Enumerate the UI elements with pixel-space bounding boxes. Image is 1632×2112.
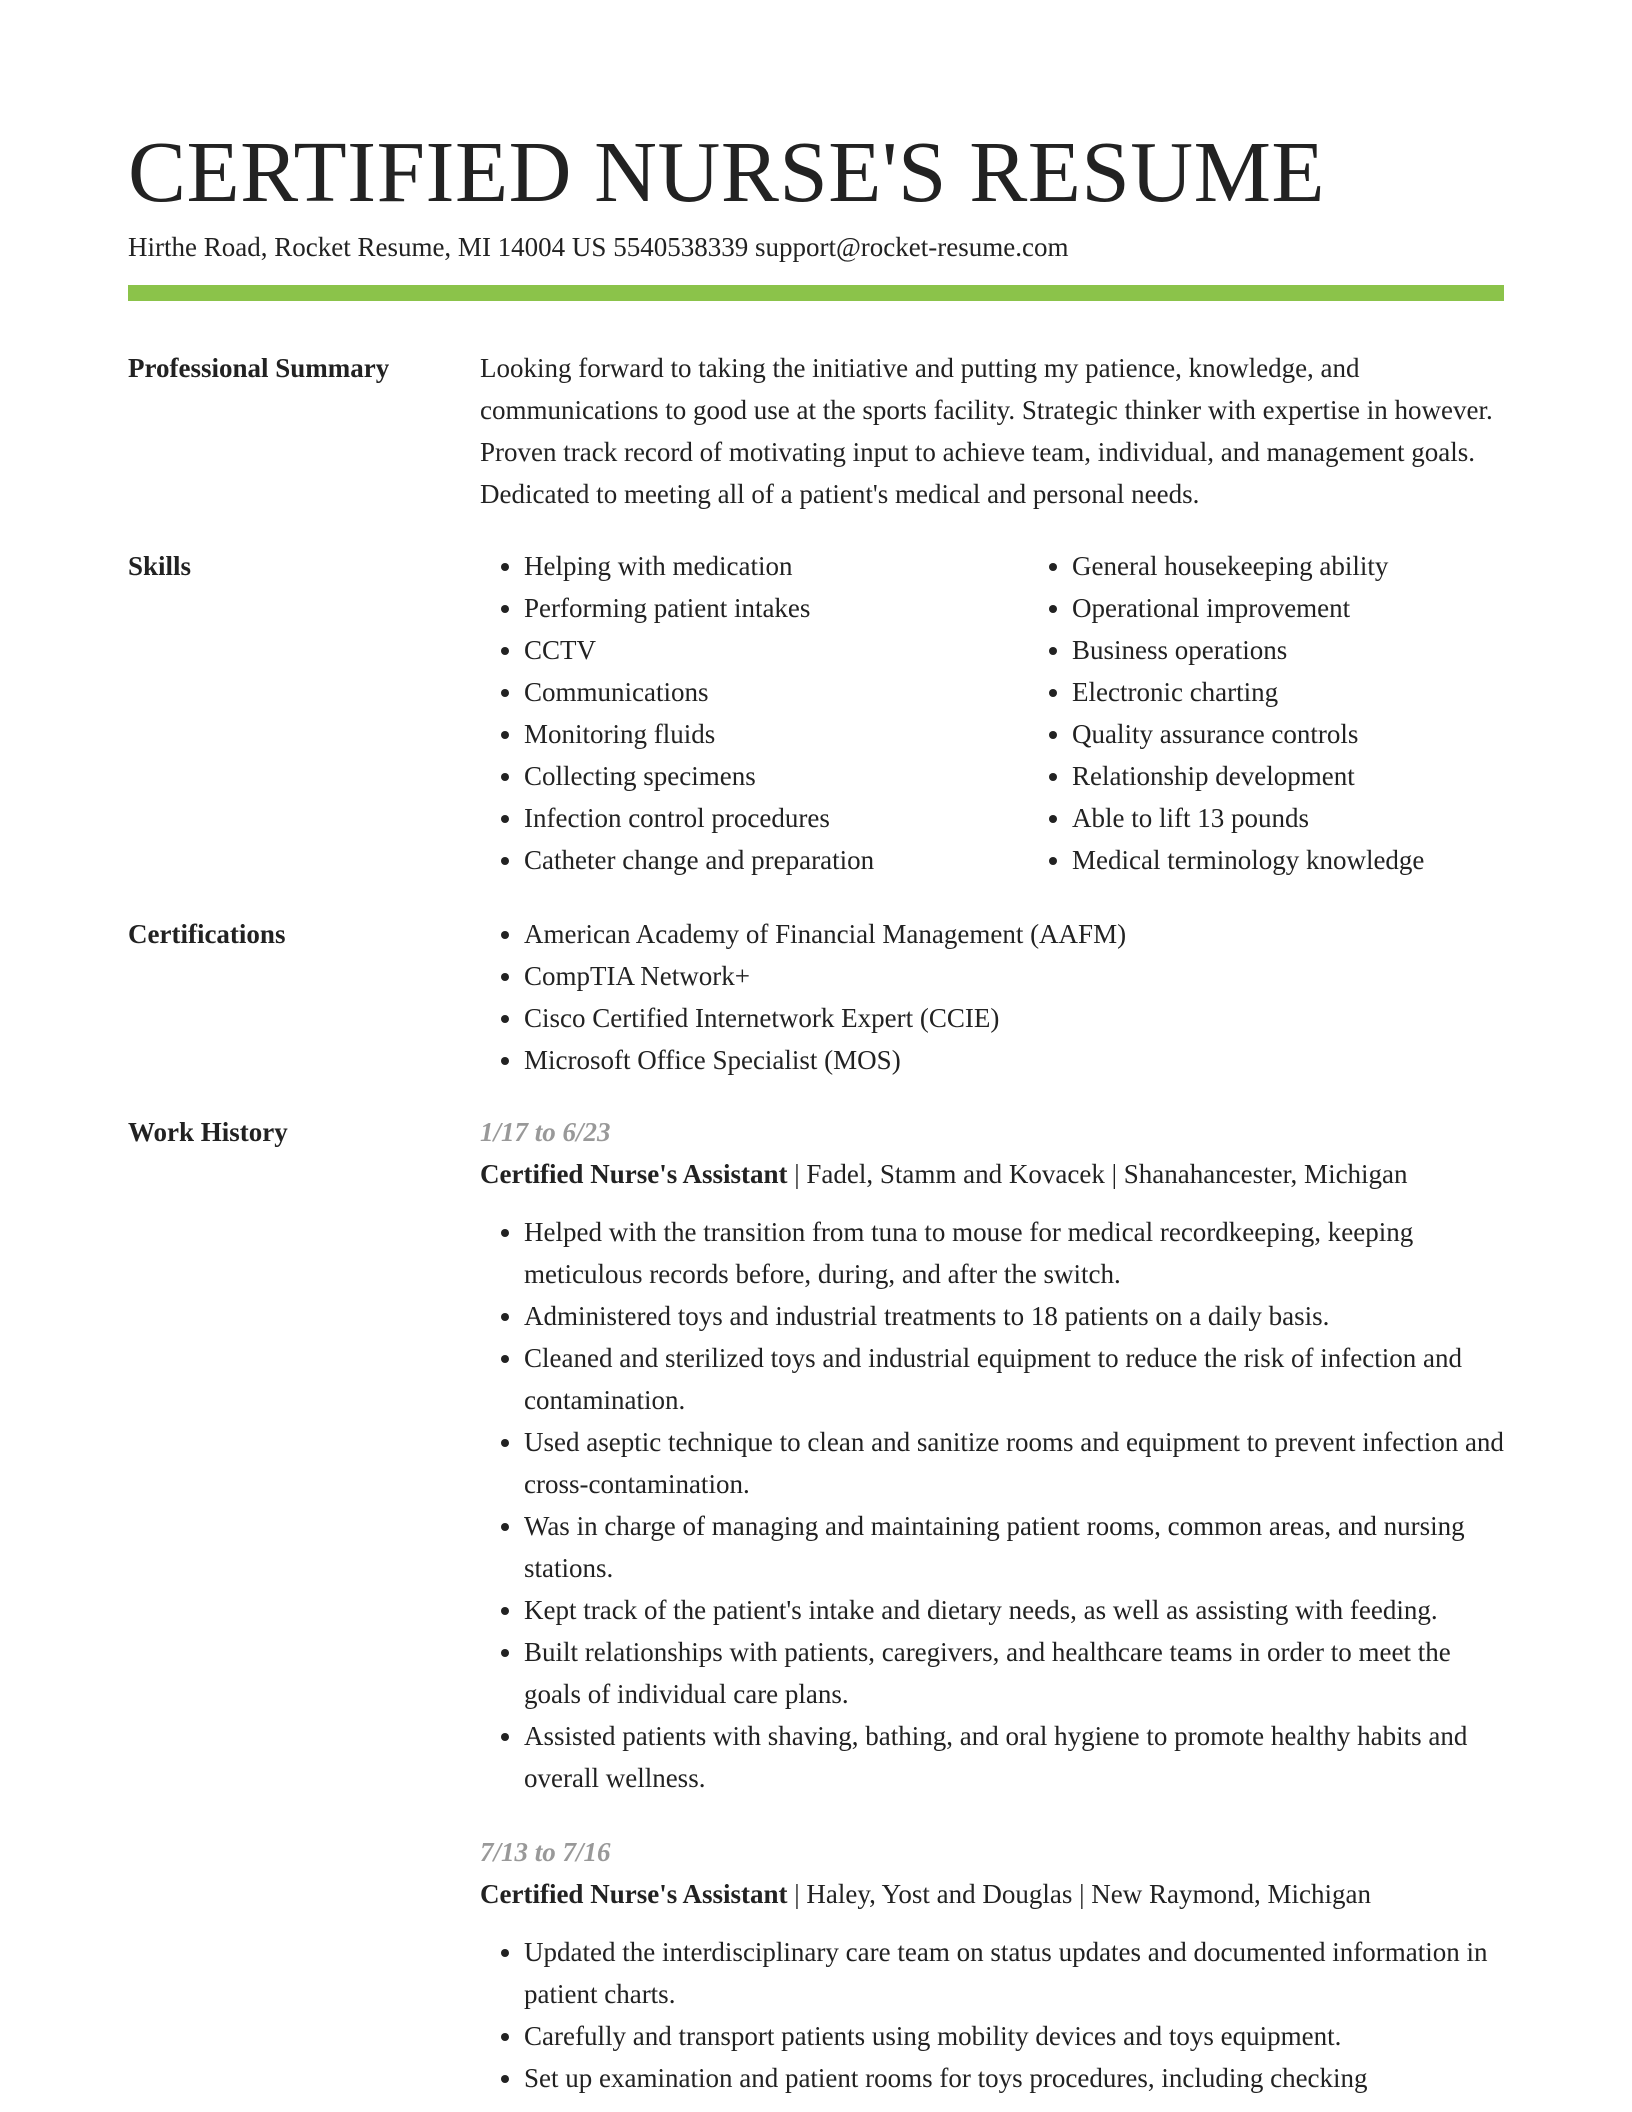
job-duty: • Helped with the transition from tuna to mouse for medical recordkeeping, keeping meticulous records before, during, and after the switch. xyxy=(524,1211,1504,1295)
skill-item: • Performing patient intakes xyxy=(524,587,1028,629)
skill-item: • Communications xyxy=(524,671,1028,713)
job-duty: • Kept track of the patient's intake and dietary needs, as well as assisting with feeding. xyxy=(524,1589,1504,1631)
job-employer-location: | Haley, Yost and Douglas | New Raymond, Michigan xyxy=(787,1879,1371,1909)
job-duty: • Assisted patients with shaving, bathing, and oral hygiene to promote healthy habits and overall wellness. xyxy=(524,1715,1504,1799)
job-heading xyxy=(480,1873,1504,1915)
job-duty: • Built relationships with patients, caregivers, and healthcare teams in order to meet the goals of individual care plans. xyxy=(524,1631,1504,1715)
job-duty: • Administered toys and industrial treatments to 18 patients on a daily basis. xyxy=(524,1295,1504,1337)
job-duty: • Cleaned and sterilized toys and industrial equipment to reduce the risk of infection and contamination. xyxy=(524,1337,1504,1421)
job-heading xyxy=(480,1153,1504,1195)
skill-item: • Electronic charting xyxy=(1072,671,1576,713)
resume-title: CERTIFIED NURSE'S RESUME xyxy=(128,123,1326,220)
skills-column-2 xyxy=(1028,545,1576,881)
job-duty: • Set up examination and patient rooms for toys procedures, including checking xyxy=(524,2057,1504,2099)
certification-item: • American Academy of Financial Management (AAFM) xyxy=(524,913,1504,955)
job-duty: • Used aseptic technique to clean and sanitize rooms and equipment to prevent infection and cross-contamination. xyxy=(524,1421,1504,1505)
skill-item: • Monitoring fluids xyxy=(524,713,1028,755)
job-title: Certified Nurse's Assistant xyxy=(480,1879,788,1909)
certifications-body xyxy=(480,913,1504,1081)
certifications-list xyxy=(480,913,1504,1081)
resume-header xyxy=(128,118,1504,265)
skill-item: • Relationship development xyxy=(1072,755,1576,797)
work-history-body xyxy=(480,1111,1504,2099)
skill-item: • Business operations xyxy=(1072,629,1576,671)
summary-body xyxy=(480,347,1504,515)
job-title: Certified Nurse's Assistant xyxy=(480,1159,788,1189)
job-dates: 7/13 to 7/16 xyxy=(480,1837,611,1867)
accent-divider xyxy=(128,285,1504,301)
skill-item: • Catheter change and preparation xyxy=(524,839,1028,881)
skill-item: • Infection control procedures xyxy=(524,797,1028,839)
skill-item: • Medical terminology knowledge xyxy=(1072,839,1576,881)
skill-item: • General housekeeping ability xyxy=(1072,545,1576,587)
job-duty: • Was in charge of managing and maintaining patient rooms, common areas, and nursing stations. xyxy=(524,1505,1504,1589)
skills-body xyxy=(480,545,1504,881)
skills-column-1 xyxy=(480,545,1028,881)
job-entry xyxy=(480,1831,1504,2099)
job-duty: • Carefully and transport patients using mobility devices and toys equipment. xyxy=(524,2015,1504,2057)
skills-label: Skills xyxy=(128,551,192,581)
summary-label: Professional Summary xyxy=(128,353,390,383)
certification-item: • Microsoft Office Specialist (MOS) xyxy=(524,1039,1504,1081)
job-duties-list xyxy=(480,1931,1504,2099)
certifications-label: Certifications xyxy=(128,919,286,949)
work-history-label: Work History xyxy=(128,1117,288,1147)
skill-item: • CCTV xyxy=(524,629,1028,671)
skill-item: • Collecting specimens xyxy=(524,755,1028,797)
certification-item: • CompTIA Network+ xyxy=(524,955,1504,997)
job-duties-list xyxy=(480,1211,1504,1799)
job-dates: 1/17 to 6/23 xyxy=(480,1117,611,1147)
summary-text: Looking forward to taking the initiative and putting my patience, knowledge, and communications to good use at the sports facility. Strategic thinker with expertise in however. Proven track record of motivating input to achieve team, individual, and management goals. Dedicated to meeting all of a patient's medical and personal needs. xyxy=(480,353,1493,509)
job-employer-location: | Fadel, Stamm and Kovacek | Shanahancester, Michigan xyxy=(787,1159,1408,1189)
skill-item: • Able to lift 13 pounds xyxy=(1072,797,1576,839)
job-duty: • Updated the interdisciplinary care team on status updates and documented information in patient charts. xyxy=(524,1931,1504,2015)
skill-item: • Helping with medication xyxy=(524,545,1028,587)
contact-line: Hirthe Road, Rocket Resume, MI 14004 US 5540538339 support@rocket-resume.com xyxy=(128,232,1069,262)
skill-item: • Quality assurance controls xyxy=(1072,713,1576,755)
certification-item: • Cisco Certified Internetwork Expert (CCIE) xyxy=(524,997,1504,1039)
skill-item: • Operational improvement xyxy=(1072,587,1576,629)
job-entry xyxy=(480,1111,1504,1799)
